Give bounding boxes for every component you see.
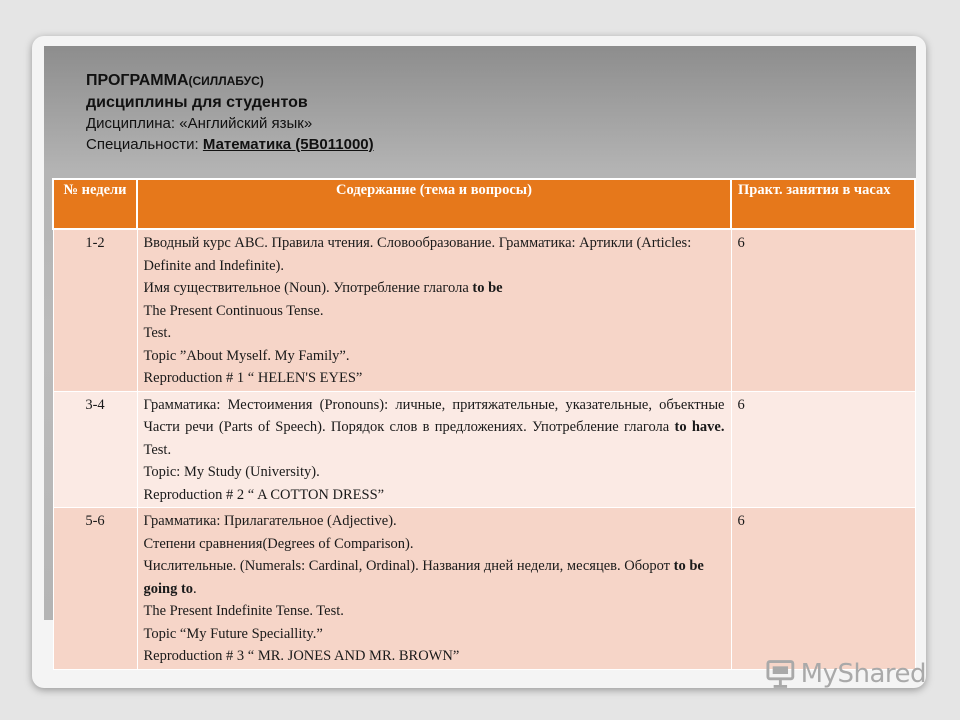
header-week: № недели	[53, 179, 137, 229]
discipline-value: «Английский язык»	[179, 115, 313, 132]
program-title-note: (СИЛЛАБУС)	[188, 74, 264, 88]
week-cell: 1-2	[53, 229, 137, 391]
content-cell: Грамматика: Местоимения (Pronouns): личные, притяжательные, указательные, объектные Части речи (Parts of Speech). Порядок слов в предложениях. Употребление глагола to have. Test. Topic: My Study (University). Reproduction # 2 “ A COTTON DRESS”	[137, 391, 731, 508]
content-cell: Вводный курс АВС. Правила чтения. Словообразование. Грамматика: Артикли (Articles: Definite and Indefinite). Имя существительное (Noun). Употребление глагола to be The Present Continuous Tense. Test. Topic ”About Myself. My Family”. Reproduction # 1 “ HELEN'S EYES”	[137, 229, 731, 391]
header-content: Содержание (тема и вопросы)	[137, 179, 731, 229]
content-cell: Грамматика: Прилагательное (Adjective). Степени сравнения(Degrees of Comparison). Числительные. (Numerals: Cardinal, Ordinal). Названия дней недели, месяцев. Оборот to be going to. The Present Indefinite Tense. Test. Topic “My Future Speciallity.” Reproduction # 3 “ MR. JONES AND MR. BROWN”	[137, 508, 731, 670]
slide-heading	[86, 70, 374, 155]
program-title: ПРОГРАММА(СИЛЛАБУС)	[86, 72, 264, 89]
table-row	[53, 508, 915, 670]
specialty-line: Специальности: Математика (5В011000)	[86, 136, 374, 153]
hours-cell: 6	[731, 229, 915, 391]
discipline-line: Дисциплина: «Английский язык»	[86, 115, 313, 132]
specialty-value: Математика (5В011000)	[202, 136, 374, 153]
watermark	[766, 654, 926, 694]
table-header-row	[53, 179, 915, 229]
hours-cell: 6	[731, 508, 915, 670]
projector-screen-icon	[766, 659, 797, 689]
watermark-text: MyShared	[800, 659, 926, 689]
week-cell: 5-6	[53, 508, 137, 670]
hours-cell: 6	[731, 391, 915, 508]
header-hours: Практ. занятия в часах	[731, 179, 915, 229]
table-row	[53, 391, 915, 508]
program-subtitle: дисциплины для студентов	[86, 94, 308, 111]
table-row	[53, 229, 915, 391]
syllabus-table	[52, 178, 916, 670]
week-cell: 3-4	[53, 391, 137, 508]
